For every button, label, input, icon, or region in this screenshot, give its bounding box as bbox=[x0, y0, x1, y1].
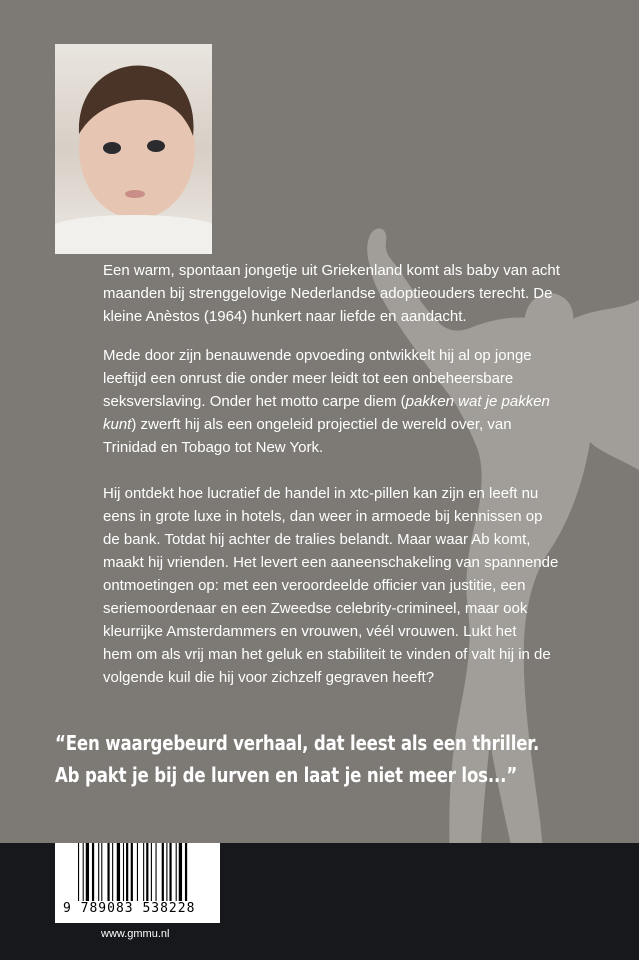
blurb-paragraph-1 bbox=[103, 259, 623, 328]
text-line: Een warm, spontaan jongetje uit Griekenland komt als baby van acht bbox=[103, 262, 560, 279]
text-line: Hij ontdekt hoe lucratief de handel in xtc-pillen kan zijn en leeft nu bbox=[103, 485, 539, 502]
text-line: kleine Anèstos (1964) hunkert naar liefde en aandacht. bbox=[103, 308, 467, 325]
text-line: maanden bij strenggelovige Nederlandse adoptieouders terecht. De bbox=[103, 285, 553, 302]
quote-line: Ab pakt je bij de lurven en laat je niet meer los...” bbox=[55, 763, 518, 787]
text-segment: ) zwerft hij als een ongeleid projectiel de wereld over, van bbox=[131, 416, 512, 433]
text-line: leeftijd een onrust die onder meer leidt tot een onbeheersbare bbox=[103, 370, 514, 387]
text-line: volgende kuil die hij voor zichzelf gegraven heeft? bbox=[103, 669, 435, 686]
text-segment: seksverslaving. Onder het motto carpe diem ( bbox=[103, 393, 406, 410]
quote-line: “Een waargebeurd verhaal, dat leest als een thriller. bbox=[55, 731, 540, 755]
baby-portrait-image bbox=[55, 44, 212, 254]
text-line: eens in grote luxe in hotels, dan weer in armoede bij kennissen op bbox=[103, 508, 543, 525]
text-line bbox=[103, 413, 623, 436]
isbn-barcode bbox=[55, 843, 220, 923]
text-line: kleurrijke Amsterdammers en vrouwen, véél vrouwen. Lukt het bbox=[103, 623, 517, 640]
text-line: seriemoordenaar en een Zweedse celebrity-crimineel, maar ook bbox=[103, 600, 528, 617]
text-line: maakt hij vrienden. Het levert een aaneenschakeling van spannende bbox=[103, 554, 559, 571]
text-line: hem om als vrij man het geluk en stabiliteit te vinden of valt hij in de bbox=[103, 646, 551, 663]
text-line bbox=[103, 390, 623, 413]
author-baby-photo bbox=[55, 44, 212, 254]
publisher-url: www.gmmu.nl bbox=[101, 928, 170, 940]
text-line: de bank. Totdat hij achter de tralies belandt. Maar waar Ab komt, bbox=[103, 531, 531, 548]
blurb-paragraph-2 bbox=[103, 344, 623, 459]
isbn-number: 9 789083 538228 bbox=[63, 901, 196, 916]
blurb-paragraph-3 bbox=[103, 482, 623, 689]
text-line: Trinidad en Tobago tot New York. bbox=[103, 439, 324, 456]
text-line: Mede door zijn benauwende opvoeding ontwikkelt hij al op jonge bbox=[103, 347, 532, 364]
review-quote bbox=[55, 727, 539, 791]
text-line: ontmoetingen op: met een veroordeelde officier van justitie, een bbox=[103, 577, 526, 594]
italic-phrase: kunt bbox=[103, 416, 132, 433]
italic-phrase: pakken wat je pakken bbox=[405, 393, 550, 410]
